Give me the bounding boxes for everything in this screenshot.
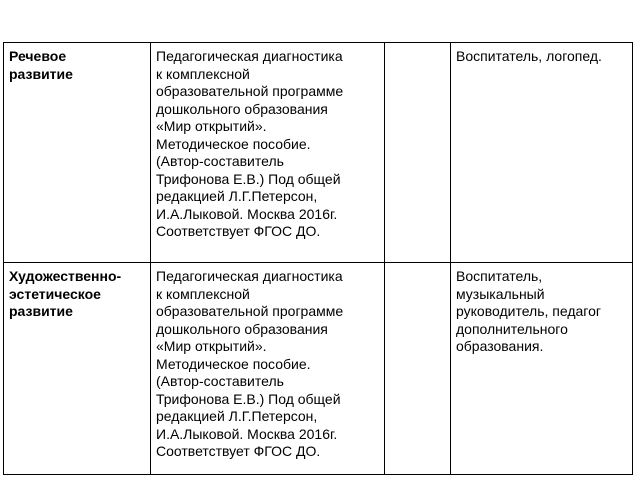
- area-text: Речевое развитие: [9, 48, 73, 82]
- area-cell: [4, 263, 151, 475]
- responsible-text: Воспитатель, логопед.: [456, 48, 602, 64]
- table-row: [4, 263, 633, 475]
- empty-cell: [385, 263, 451, 475]
- diagnostics-text: Педагогическая диагностика к комплексной образовательной программе дошкольного образования «Мир открытий». Методическое пособие. (Автор-составитель Трифонова Е.В.) Под общей редакцией Л.Г.Петерсон, И.А.Лыковой. Москва 2016г. Соответствует ФГОС ДО.: [156, 268, 344, 459]
- diagnostics-table: [3, 42, 633, 475]
- table-row: [4, 43, 633, 263]
- area-cell: [4, 43, 151, 263]
- diagnostics-cell: [151, 263, 385, 475]
- responsible-cell: [451, 263, 633, 475]
- diagnostics-cell: [151, 43, 385, 263]
- area-text: Художественно- эстетическое развитие: [9, 268, 122, 319]
- empty-cell: [385, 43, 451, 263]
- diagnostics-text: Педагогическая диагностика к комплексной образовательной программе дошкольного образования «Мир открытий». Методическое пособие. (Автор-составитель Трифонова Е.В.) Под общей редакцией Л.Г.Петерсон, И.А.Лыковой. Москва 2016г. Соответствует ФГОС ДО.: [156, 48, 344, 239]
- responsible-text: Воспитатель, музыкальный руководитель, педагог дополнительного образования.: [456, 268, 601, 354]
- responsible-cell: [451, 43, 633, 263]
